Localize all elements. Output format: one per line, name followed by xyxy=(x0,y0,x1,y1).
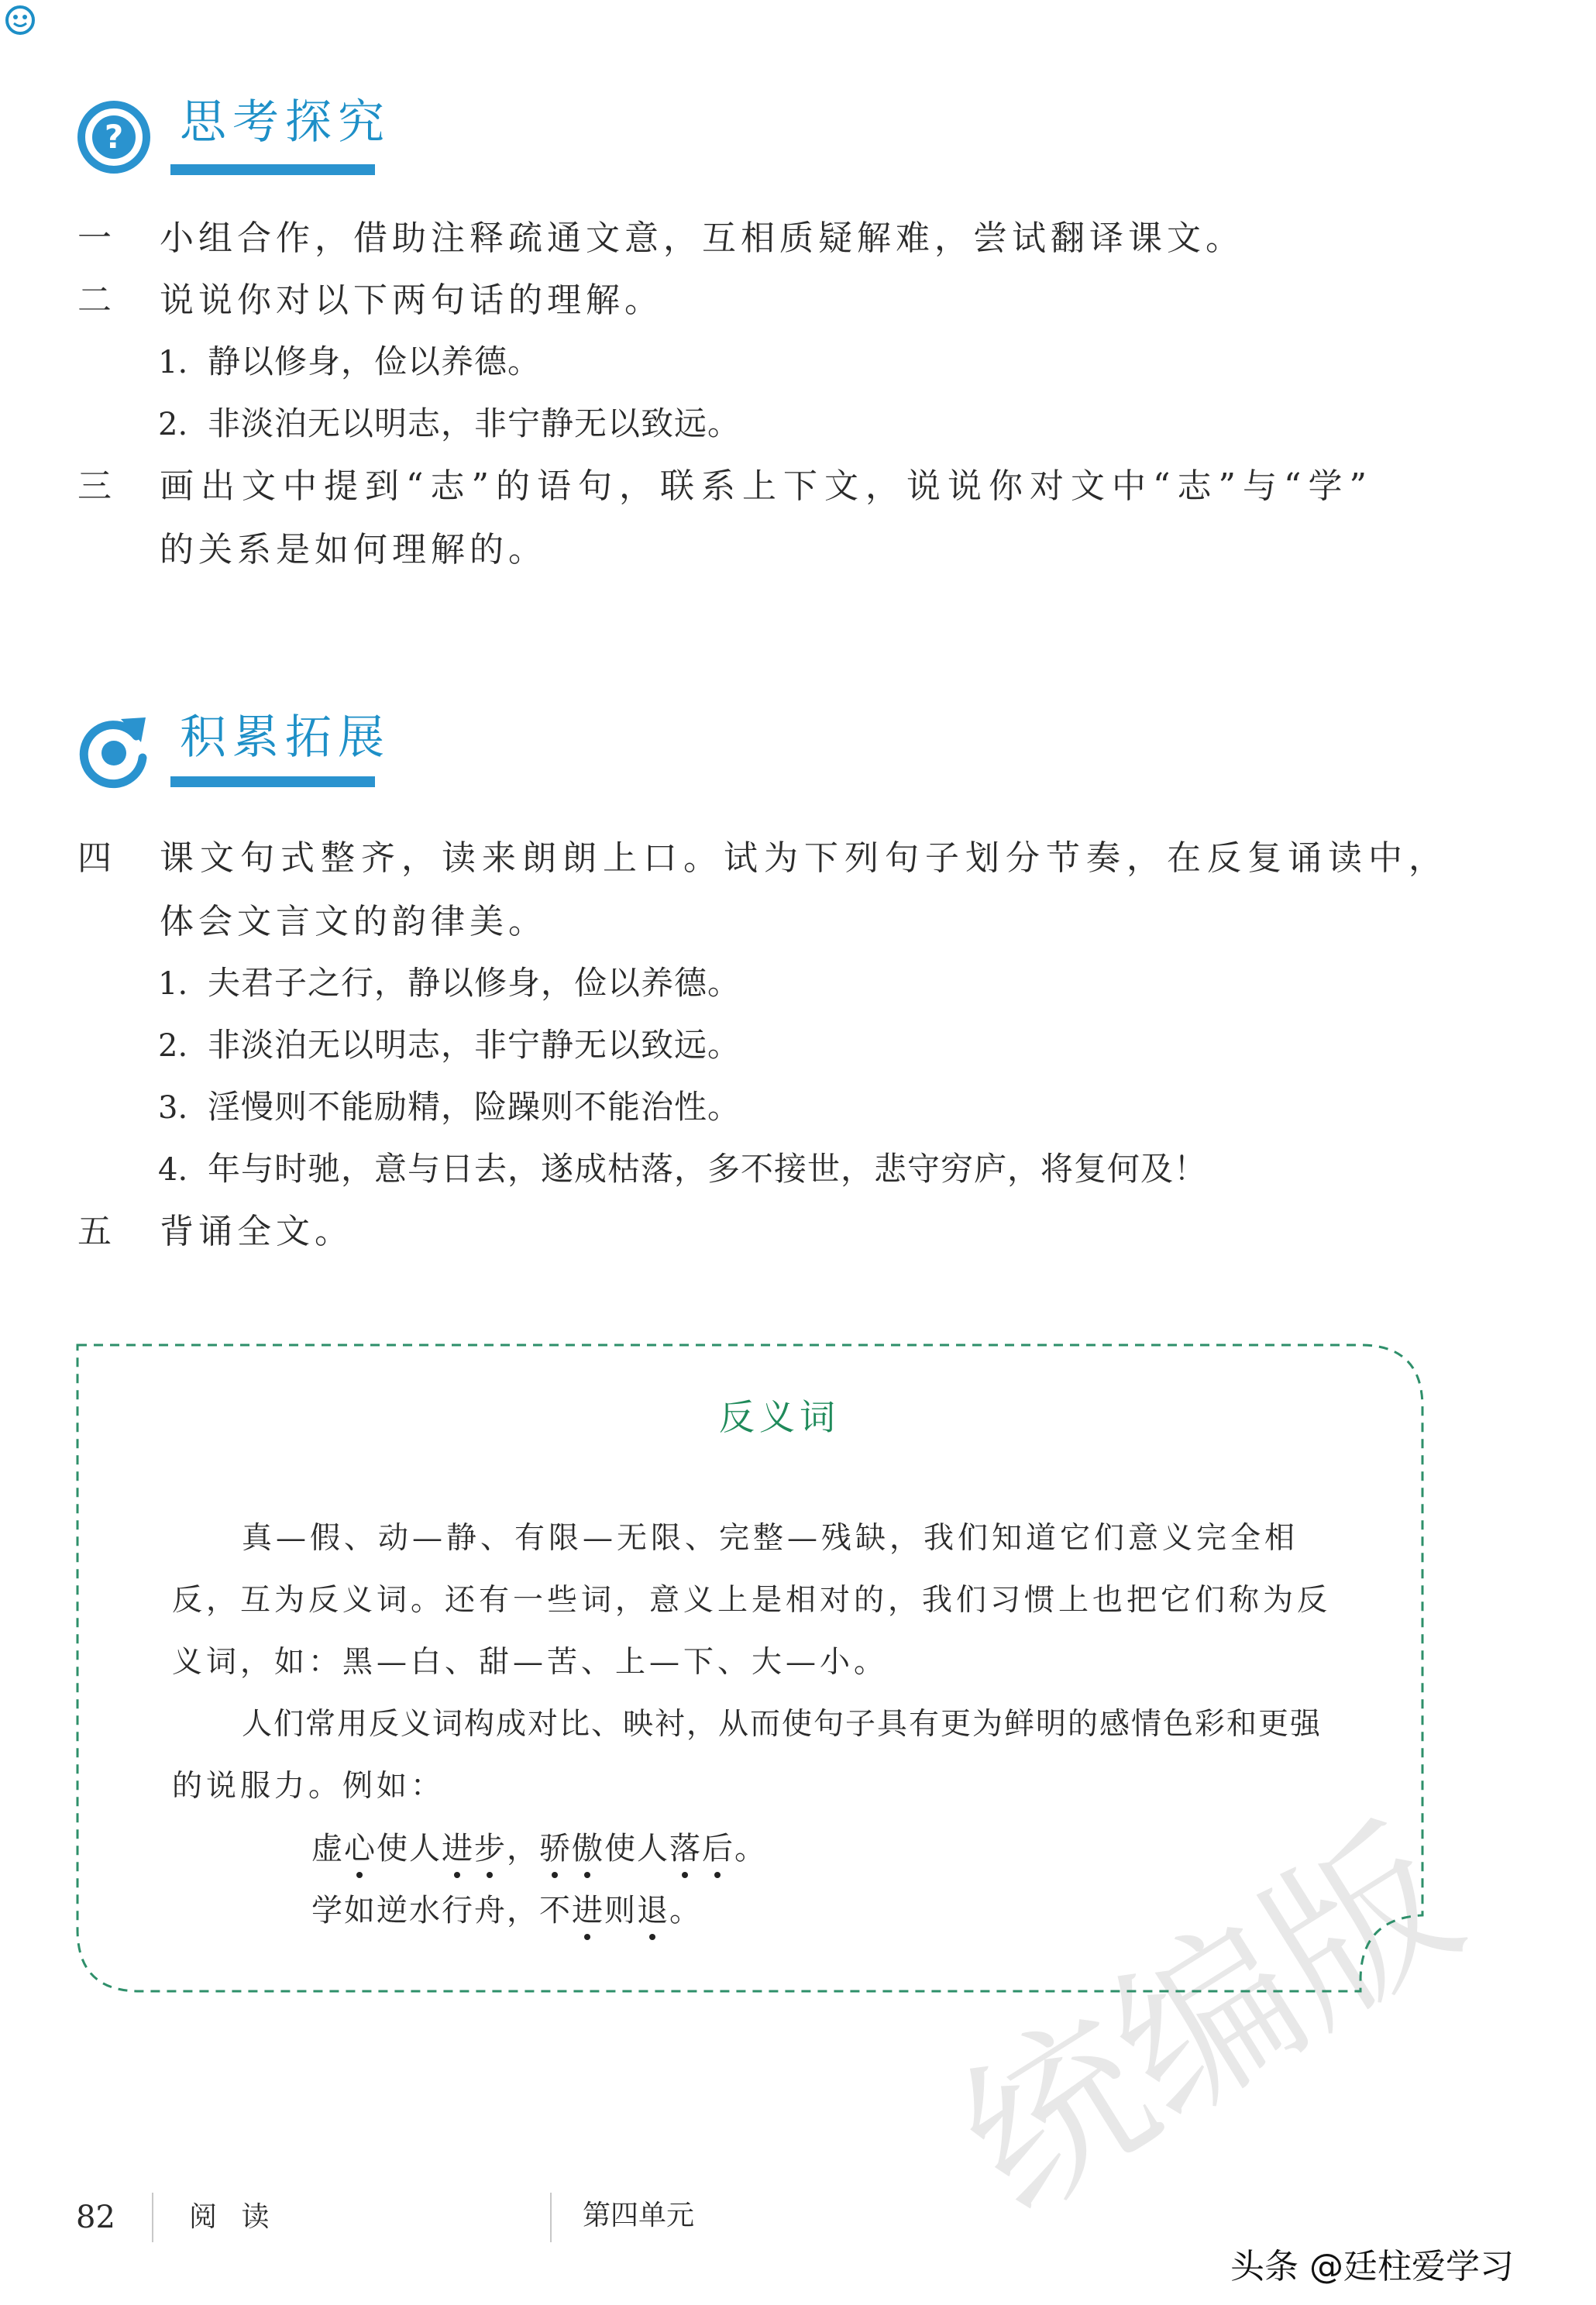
box-text-line: 人们常用反义词构成对比、映衬，从而使句子具有更为鲜明的感情色彩和更强 xyxy=(242,1707,1323,1742)
watermark-text: 头条 @廷柱爱学习 xyxy=(1230,2247,1514,2286)
footer-divider xyxy=(550,2193,552,2242)
section-title-think: 思考探究 xyxy=(180,95,390,150)
page-number: 82 xyxy=(76,2200,115,2235)
svg-text:?: ? xyxy=(104,118,124,156)
question-text: 小组合作，借助注释疏通文意，互相质疑解难，尝试翻译课文。 xyxy=(160,218,1244,258)
box-text-line: 的说服力。例如： xyxy=(172,1769,445,1804)
sub-item-number: 2. xyxy=(158,407,188,442)
section-title-extend: 积累拓展 xyxy=(180,710,390,765)
box-text-line: 义词，如：黑—白、甜—苦、上—下、大—小。 xyxy=(172,1645,889,1680)
sub-item-number: 2. xyxy=(158,1028,188,1064)
footer-unit: 第四单元 xyxy=(583,2200,695,2231)
question-text-cont: 的关系是如何理解的。 xyxy=(160,530,547,569)
sub-item-number: 1. xyxy=(158,966,188,1002)
question-number: 四 xyxy=(77,838,112,878)
box-text-line: 真—假、动—静、有限—无限、完整—残缺，我们知道它们意义完全相 xyxy=(242,1521,1299,1556)
question-text: 画出文中提到“志”的语句，联系上下文，说说你对文中“志”与“学” xyxy=(160,466,1374,506)
sub-item-text: 年与时驰，意与日去，遂成枯落，多不接世，悲守穷庐，将复何及！ xyxy=(208,1150,1208,1188)
question-number: 五 xyxy=(77,1212,112,1251)
sub-item-number: 1. xyxy=(158,345,188,380)
question-text-cont: 体会文言文的韵律美。 xyxy=(160,902,547,941)
background-mark: 统编版 xyxy=(928,1792,1491,2252)
question-number: 三 xyxy=(77,466,112,506)
sub-item-text: 淫慢则不能励精，险躁则不能治性。 xyxy=(208,1088,741,1126)
sub-item-number: 3. xyxy=(158,1090,188,1126)
footer-divider xyxy=(152,2193,153,2242)
question-number: 一 xyxy=(77,218,112,258)
question-text: 说说你对以下两句话的理解。 xyxy=(160,280,663,320)
sub-item-text: 非淡泊无以明志，非宁静无以致远。 xyxy=(208,404,741,442)
sub-item-number: 4. xyxy=(158,1152,188,1188)
sub-item-text: 静以修身，俭以养德。 xyxy=(208,342,542,380)
box-text-line: 反，互为反义词。还有一些词，意义上是相对的，我们习惯上也把它们称为反 xyxy=(172,1583,1332,1618)
sub-item-text: 非淡泊无以明志，非宁静无以致远。 xyxy=(208,1026,741,1064)
sub-item-text: 夫君子之行，静以修身，俭以养德。 xyxy=(208,964,741,1002)
footer-section: 阅 读 xyxy=(189,2201,277,2233)
question-number: 二 xyxy=(77,280,112,320)
example-sentence: 虚心使人进步，骄傲使人落后。 xyxy=(311,1831,767,1866)
question-text: 背诵全文。 xyxy=(160,1212,353,1251)
question-text: 课文句式整齐，读来朗朗上口。试为下列句子划分节奏，在反复诵读中， xyxy=(160,838,1449,878)
example-sentence: 学如逆水行舟，不进则退。 xyxy=(311,1893,702,1928)
box-title: 反义词 xyxy=(719,1396,840,1438)
